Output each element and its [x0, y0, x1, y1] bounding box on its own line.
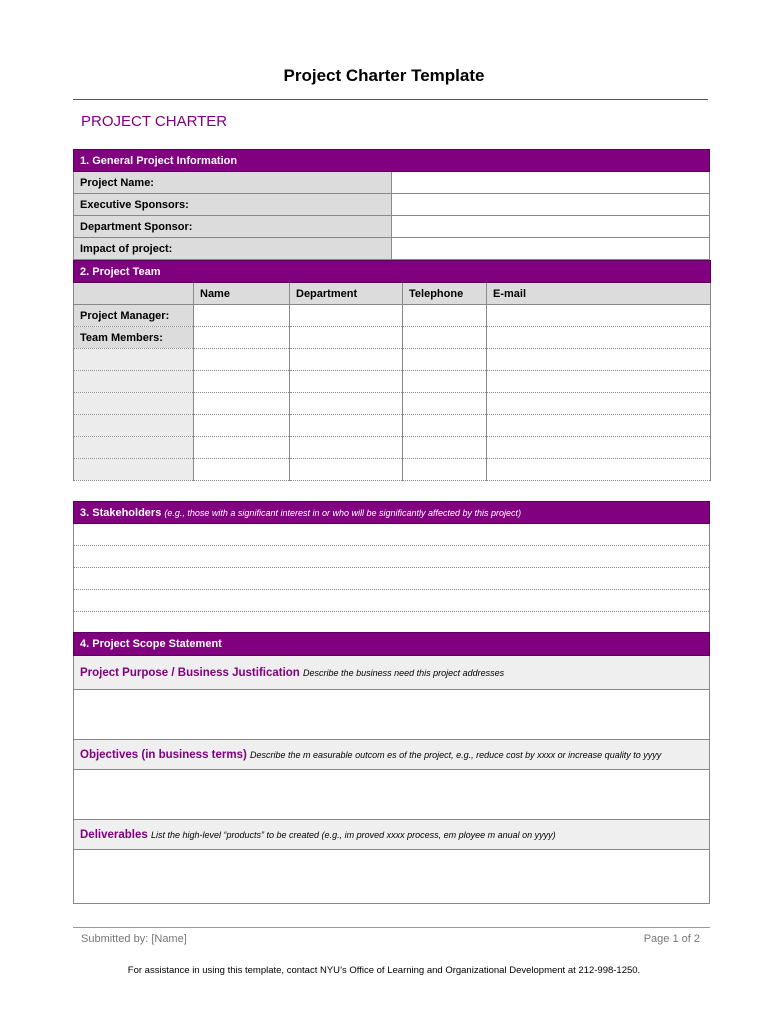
team-cell[interactable] [194, 305, 290, 327]
column-department: Department [290, 283, 403, 305]
page-number: Page 1 of 2 [643, 933, 700, 945]
team-row-label[interactable] [74, 371, 194, 393]
team-cell[interactable] [290, 327, 403, 349]
stakeholder-line[interactable] [74, 524, 710, 546]
stakeholder-line[interactable] [74, 590, 710, 612]
field-row-impact [74, 238, 710, 260]
team-row [74, 459, 711, 481]
project-name-label: Project Name: [74, 172, 392, 194]
submitted-by: Submitted by: [Name] [81, 933, 187, 945]
team-cell[interactable] [487, 459, 711, 481]
stakeholder-line[interactable] [74, 568, 710, 590]
team-row-label[interactable] [74, 393, 194, 415]
team-cell[interactable] [487, 415, 711, 437]
team-row [74, 305, 711, 327]
team-cell[interactable] [290, 415, 403, 437]
executive-sponsors-field[interactable] [392, 194, 710, 216]
deliverables-heading: Deliverables List the high-level “products” to be created (e.g., im proved xxxx process, em ployee m anual on yyyy) [74, 820, 710, 850]
team-cell[interactable] [487, 371, 711, 393]
team-row [74, 393, 711, 415]
general-info-table [73, 149, 710, 260]
team-cell[interactable] [290, 393, 403, 415]
scope-statement-table [73, 632, 710, 904]
stakeholder-line[interactable] [74, 612, 710, 634]
column-telephone: Telephone [403, 283, 487, 305]
team-cell[interactable] [290, 371, 403, 393]
deliverables-field[interactable] [74, 850, 710, 904]
team-cell[interactable] [290, 349, 403, 371]
team-cell[interactable] [290, 437, 403, 459]
team-cell[interactable] [194, 349, 290, 371]
team-cell[interactable] [403, 327, 487, 349]
project-name-field[interactable] [392, 172, 710, 194]
objectives-heading: Objectives (in business terms) Describe the m easurable outcom es of the project, e.g., reduce cost by xxxx or increase quality to yyyy [74, 740, 710, 770]
project-team-table [73, 260, 711, 481]
purpose-heading: Project Purpose / Business Justification Describe the business need this project addresses [74, 656, 710, 690]
team-row-label[interactable] [74, 437, 194, 459]
team-row-label[interactable] [74, 459, 194, 481]
section-3-header: 3. Stakeholders (e.g., those with a significant interest in or who will be significantly affected by this project) [74, 502, 710, 524]
objectives-description: Describe the m easurable outcom es of the project, e.g., reduce cost by xxxx or increase quality to yyyy [250, 749, 662, 760]
team-cell[interactable] [403, 305, 487, 327]
objectives-field[interactable] [74, 770, 710, 820]
column-email: E-mail [487, 283, 711, 305]
stakeholders-note: (e.g., those with a significant interest in or who will be significantly affected by this project) [164, 507, 522, 518]
team-cell[interactable] [487, 349, 711, 371]
footer-divider [73, 927, 710, 928]
team-cell[interactable] [487, 437, 711, 459]
team-cell[interactable] [194, 437, 290, 459]
column-name: Name [194, 283, 290, 305]
assistance-note: For assistance in using this template, contact NYU’s Office of Learning and Organizational Development at 212-998-1250. [127, 965, 641, 976]
team-members-label: Team Members: [74, 327, 194, 349]
team-header-row [74, 283, 711, 305]
team-cell[interactable] [487, 393, 711, 415]
team-row [74, 371, 711, 393]
team-header-blank [74, 283, 194, 305]
department-sponsor-label: Department Sponsor: [74, 216, 392, 238]
team-row-label[interactable] [74, 349, 194, 371]
stakeholder-line[interactable] [74, 546, 710, 568]
field-row-project-name [74, 172, 710, 194]
team-cell[interactable] [194, 393, 290, 415]
team-cell[interactable] [194, 327, 290, 349]
team-cell[interactable] [403, 393, 487, 415]
team-cell[interactable] [290, 305, 403, 327]
executive-sponsors-label: Executive Sponsors: [74, 194, 392, 216]
department-sponsor-field[interactable] [392, 216, 710, 238]
document-title: Project Charter Template [283, 66, 485, 85]
team-cell[interactable] [403, 415, 487, 437]
team-row [74, 327, 711, 349]
team-cell[interactable] [290, 459, 403, 481]
section-4-header: 4. Project Scope Statement [74, 633, 710, 656]
impact-label: Impact of project: [74, 238, 392, 260]
field-row-department-sponsor [74, 216, 710, 238]
team-cell[interactable] [403, 349, 487, 371]
team-row-label[interactable] [74, 415, 194, 437]
team-row [74, 437, 711, 459]
section-2-header: 2. Project Team [74, 261, 711, 283]
purpose-description: Describe the business need this project addresses [303, 667, 505, 678]
charter-heading: PROJECT CHARTER [81, 113, 228, 130]
purpose-field[interactable] [74, 690, 710, 740]
team-cell[interactable] [403, 437, 487, 459]
team-cell[interactable] [487, 327, 711, 349]
field-row-executive-sponsors [74, 194, 710, 216]
team-cell[interactable] [194, 415, 290, 437]
team-cell[interactable] [403, 371, 487, 393]
team-cell[interactable] [487, 305, 711, 327]
section-1-header: 1. General Project Information [74, 150, 710, 172]
project-manager-label: Project Manager: [74, 305, 194, 327]
team-row [74, 415, 711, 437]
team-cell[interactable] [403, 459, 487, 481]
title-divider [73, 99, 708, 100]
team-cell[interactable] [194, 371, 290, 393]
team-cell[interactable] [194, 459, 290, 481]
deliverables-description: List the high-level “products” to be created (e.g., im proved xxxx process, em ployee m anual on yyyy) [150, 829, 556, 840]
impact-field[interactable] [392, 238, 710, 260]
stakeholders-table [73, 501, 710, 634]
team-row [74, 349, 711, 371]
